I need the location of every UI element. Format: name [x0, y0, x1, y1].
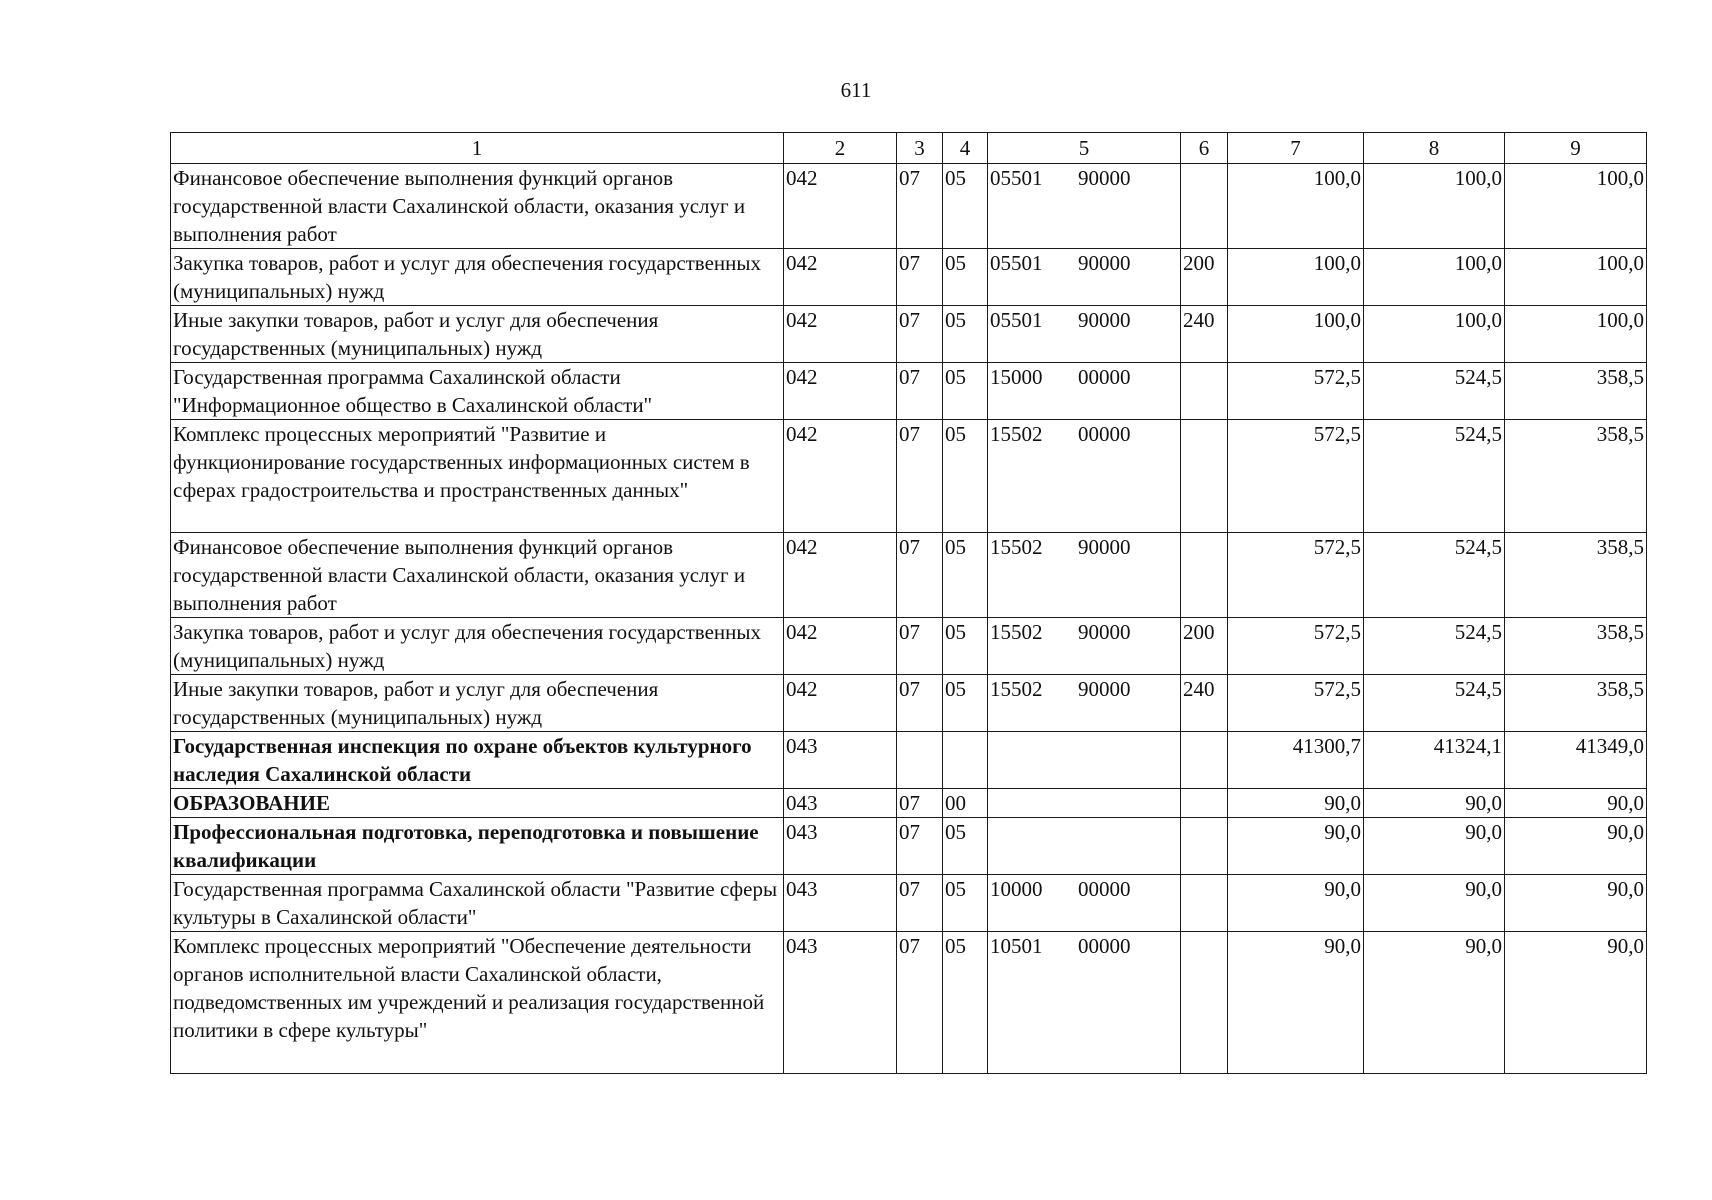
row-name: Комплекс процессных мероприятий "Обеспечение деятельности органов исполнительной власти Сахалинской области, подведомственных им учреждений и реализация государственной политики в сфере культуры" [171, 932, 784, 1074]
column-header-7: 7 [1228, 133, 1364, 164]
value-col-8: 524,5 [1364, 675, 1505, 732]
row-name: Комплекс процессных мероприятий "Развитие и функционирование государственных информационных систем в сферах градостроительства и пространственных данных" [171, 420, 784, 533]
row-name: Государственная инспекция по охране объектов культурного наследия Сахалинской области [171, 732, 784, 789]
code-target-direction: 00000 [1078, 934, 1131, 958]
code-expense-type: 240 [1181, 675, 1228, 732]
code-expense-type [1181, 789, 1228, 818]
value-col-7: 90,0 [1228, 789, 1364, 818]
budget-table [170, 132, 1647, 1074]
code-target [988, 249, 1181, 306]
table-row [171, 363, 1647, 420]
code-target-program: 15502 [990, 535, 1043, 559]
code-target-direction: 90000 [1078, 535, 1131, 559]
code-section: 07 [897, 818, 943, 875]
code-expense-type: 240 [1181, 306, 1228, 363]
value-col-8: 524,5 [1364, 363, 1505, 420]
value-col-8: 100,0 [1364, 306, 1505, 363]
code-subsection: 05 [943, 306, 988, 363]
table-row [171, 932, 1647, 1074]
code-expense-type: 200 [1181, 618, 1228, 675]
code-expense-type [1181, 533, 1228, 618]
code-target [988, 618, 1181, 675]
code-target [988, 533, 1181, 618]
code-expense-type: 200 [1181, 249, 1228, 306]
code-target-program: 05501 [990, 166, 1043, 190]
table-row [171, 732, 1647, 789]
code-subsection: 05 [943, 675, 988, 732]
code-target [988, 875, 1181, 932]
code-target [988, 789, 1181, 818]
column-header-6: 6 [1181, 133, 1228, 164]
value-col-8: 41324,1 [1364, 732, 1505, 789]
code-subsection: 05 [943, 420, 988, 533]
table-row [171, 675, 1647, 732]
code-target [988, 732, 1181, 789]
code-subsection: 05 [943, 932, 988, 1074]
table-row [171, 533, 1647, 618]
code-admin: 042 [784, 618, 897, 675]
code-admin: 043 [784, 789, 897, 818]
code-section [897, 732, 943, 789]
value-col-9: 90,0 [1505, 789, 1647, 818]
code-expense-type [1181, 164, 1228, 249]
column-header-9: 9 [1505, 133, 1647, 164]
code-target-direction: 00000 [1078, 365, 1131, 389]
table-row [171, 420, 1647, 533]
value-col-9: 100,0 [1505, 306, 1647, 363]
value-col-9: 90,0 [1505, 932, 1647, 1074]
row-name: Иные закупки товаров, работ и услуг для обеспечения государственных (муниципальных) нужд [171, 675, 784, 732]
code-target [988, 932, 1181, 1074]
code-section: 07 [897, 164, 943, 249]
code-target-direction: 00000 [1078, 422, 1131, 446]
code-target-program: 10000 [990, 877, 1043, 901]
value-col-9: 358,5 [1505, 420, 1647, 533]
row-name: ОБРАЗОВАНИЕ [171, 789, 784, 818]
value-col-8: 100,0 [1364, 164, 1505, 249]
value-col-8: 90,0 [1364, 875, 1505, 932]
code-target-program: 15502 [990, 422, 1043, 446]
code-admin: 043 [784, 818, 897, 875]
code-target-program: 15000 [990, 365, 1043, 389]
column-header-4: 4 [943, 133, 988, 164]
code-subsection: 05 [943, 363, 988, 420]
column-header-8: 8 [1364, 133, 1505, 164]
code-admin: 043 [784, 932, 897, 1074]
column-header-2: 2 [784, 133, 897, 164]
column-header-3: 3 [897, 133, 943, 164]
row-name: Профессиональная подготовка, переподготовка и повышение квалификации [171, 818, 784, 875]
code-target-program: 10501 [990, 934, 1043, 958]
table-row [171, 875, 1647, 932]
row-name: Финансовое обеспечение выполнения функций органов государственной власти Сахалинской области, оказания услуг и выполнения работ [171, 533, 784, 618]
row-name: Закупка товаров, работ и услуг для обеспечения государственных (муниципальных) нужд [171, 249, 784, 306]
code-admin: 042 [784, 363, 897, 420]
value-col-9: 100,0 [1505, 164, 1647, 249]
value-col-7: 100,0 [1228, 249, 1364, 306]
code-expense-type [1181, 932, 1228, 1074]
code-admin: 042 [784, 306, 897, 363]
code-subsection [943, 732, 988, 789]
value-col-7: 90,0 [1228, 932, 1364, 1074]
code-expense-type [1181, 818, 1228, 875]
code-target [988, 164, 1181, 249]
code-admin: 042 [784, 249, 897, 306]
value-col-8: 524,5 [1364, 420, 1505, 533]
row-name: Государственная программа Сахалинской области "Информационное общество в Сахалинской области" [171, 363, 784, 420]
code-section: 07 [897, 363, 943, 420]
value-col-8: 100,0 [1364, 249, 1505, 306]
table-row [171, 789, 1647, 818]
value-col-9: 41349,0 [1505, 732, 1647, 789]
value-col-7: 100,0 [1228, 164, 1364, 249]
code-section: 07 [897, 875, 943, 932]
value-col-7: 90,0 [1228, 875, 1364, 932]
code-target-direction: 90000 [1078, 620, 1131, 644]
code-target [988, 420, 1181, 533]
value-col-7: 572,5 [1228, 618, 1364, 675]
code-target-direction: 90000 [1078, 308, 1131, 332]
code-subsection: 05 [943, 249, 988, 306]
code-section: 07 [897, 618, 943, 675]
code-expense-type [1181, 732, 1228, 789]
code-target-program: 05501 [990, 251, 1043, 275]
code-section: 07 [897, 306, 943, 363]
row-name: Государственная программа Сахалинской области "Развитие сферы культуры в Сахалинской области" [171, 875, 784, 932]
code-target-program: 05501 [990, 308, 1043, 332]
value-col-7: 572,5 [1228, 675, 1364, 732]
code-target-direction: 00000 [1078, 877, 1131, 901]
value-col-9: 358,5 [1505, 363, 1647, 420]
code-subsection: 05 [943, 875, 988, 932]
value-col-9: 90,0 [1505, 875, 1647, 932]
value-col-7: 572,5 [1228, 533, 1364, 618]
column-header-1: 1 [171, 133, 784, 164]
code-expense-type [1181, 363, 1228, 420]
value-col-7: 41300,7 [1228, 732, 1364, 789]
row-name: Иные закупки товаров, работ и услуг для обеспечения государственных (муниципальных) нужд [171, 306, 784, 363]
code-target-direction: 90000 [1078, 677, 1131, 701]
table-row [171, 249, 1647, 306]
value-col-9: 358,5 [1505, 618, 1647, 675]
column-header-5: 5 [988, 133, 1181, 164]
code-section: 07 [897, 533, 943, 618]
code-target-direction: 90000 [1078, 166, 1131, 190]
table-row [171, 618, 1647, 675]
code-subsection: 00 [943, 789, 988, 818]
value-col-7: 90,0 [1228, 818, 1364, 875]
code-expense-type [1181, 420, 1228, 533]
code-subsection: 05 [943, 533, 988, 618]
code-target [988, 363, 1181, 420]
code-target-program: 15502 [990, 620, 1043, 644]
page-number: 611 [840, 78, 872, 102]
value-col-7: 100,0 [1228, 306, 1364, 363]
code-section: 07 [897, 932, 943, 1074]
value-col-8: 90,0 [1364, 932, 1505, 1074]
table-row [171, 306, 1647, 363]
value-col-8: 524,5 [1364, 533, 1505, 618]
code-admin: 043 [784, 875, 897, 932]
code-target-program: 15502 [990, 677, 1043, 701]
code-section: 07 [897, 675, 943, 732]
code-section: 07 [897, 420, 943, 533]
value-col-9: 358,5 [1505, 675, 1647, 732]
code-target [988, 675, 1181, 732]
value-col-8: 90,0 [1364, 818, 1505, 875]
code-admin: 042 [784, 420, 897, 533]
header-row [171, 133, 1647, 164]
row-name: Финансовое обеспечение выполнения функций органов государственной власти Сахалинской области, оказания услуг и выполнения работ [171, 164, 784, 249]
code-target [988, 306, 1181, 363]
table-body [171, 164, 1647, 1074]
value-col-9: 100,0 [1505, 249, 1647, 306]
value-col-7: 572,5 [1228, 363, 1364, 420]
table-row [171, 164, 1647, 249]
code-target-direction: 90000 [1078, 251, 1131, 275]
code-admin: 043 [784, 732, 897, 789]
code-subsection: 05 [943, 618, 988, 675]
code-admin: 042 [784, 675, 897, 732]
code-section: 07 [897, 789, 943, 818]
code-target [988, 818, 1181, 875]
code-subsection: 05 [943, 818, 988, 875]
code-expense-type [1181, 875, 1228, 932]
table-row [171, 818, 1647, 875]
code-admin: 042 [784, 533, 897, 618]
row-name: Закупка товаров, работ и услуг для обеспечения государственных (муниципальных) нужд [171, 618, 784, 675]
value-col-9: 358,5 [1505, 533, 1647, 618]
value-col-8: 524,5 [1364, 618, 1505, 675]
code-admin: 042 [784, 164, 897, 249]
code-section: 07 [897, 249, 943, 306]
value-col-8: 90,0 [1364, 789, 1505, 818]
value-col-9: 90,0 [1505, 818, 1647, 875]
value-col-7: 572,5 [1228, 420, 1364, 533]
code-subsection: 05 [943, 164, 988, 249]
